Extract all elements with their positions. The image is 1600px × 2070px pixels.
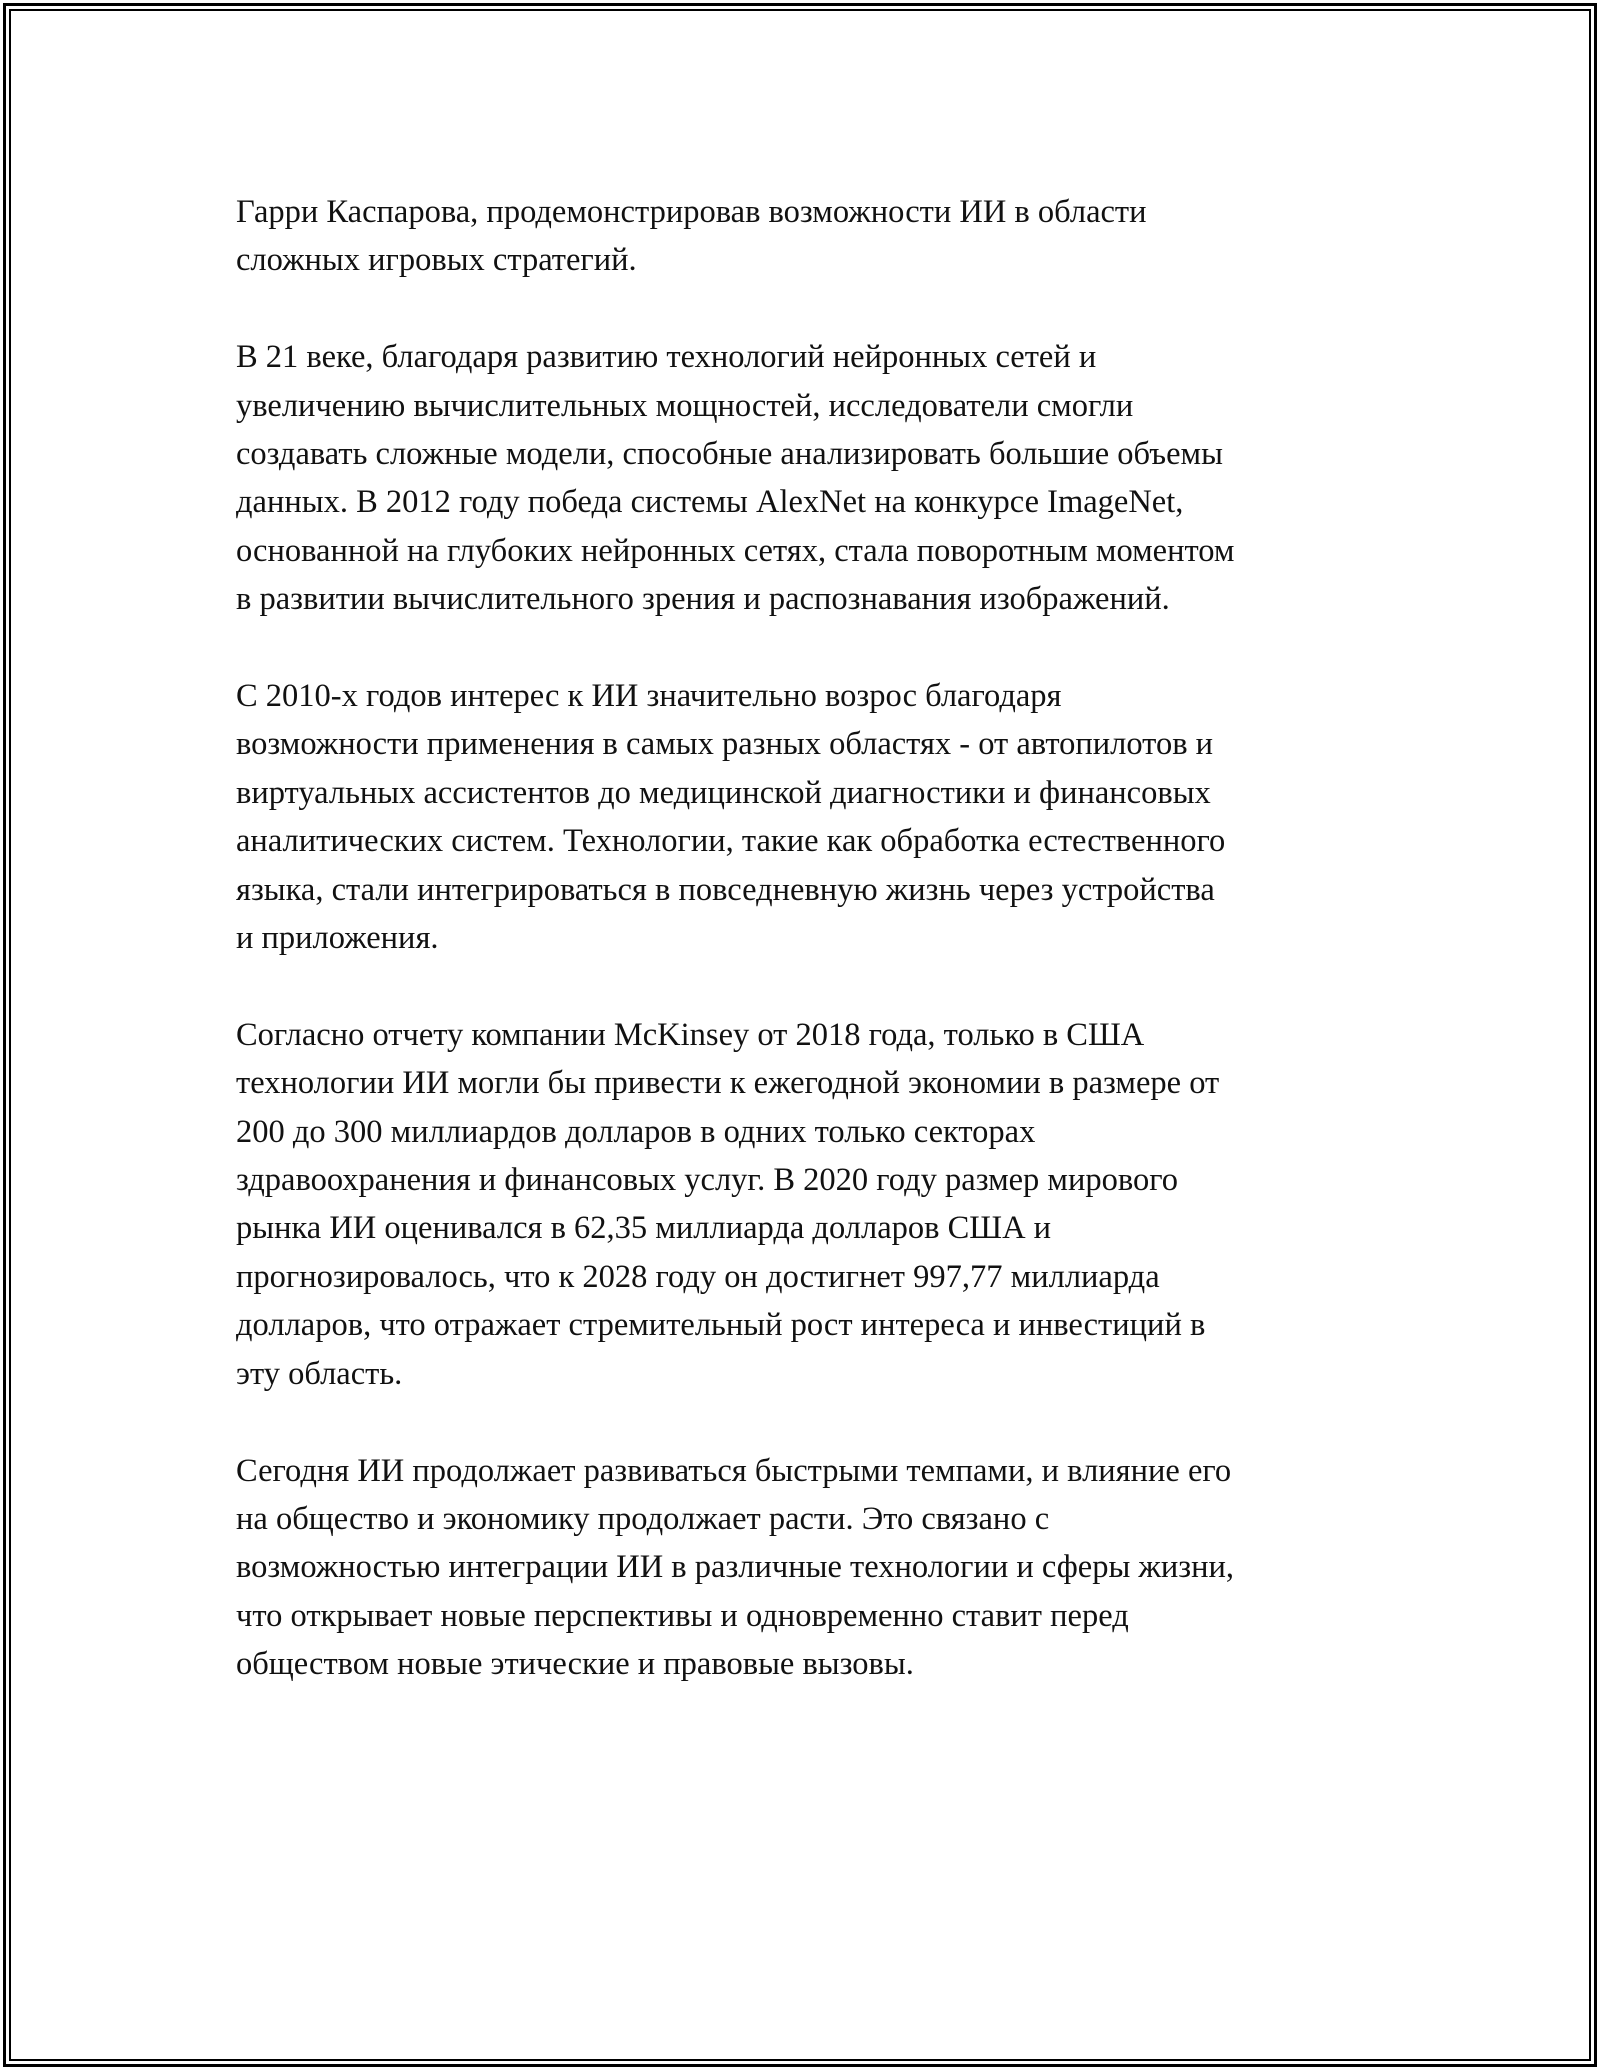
paragraph-kasparov: Гарри Каспарова, продемонстрировав возможности ИИ в области сложных игровых стратегий. (236, 194, 1147, 279)
paragraph-mckinsey-report: Согласно отчету компании McKinsey от 2018 года, только в США технологии ИИ могли бы привести к ежегодной экономии в размере от 200 до 300 миллиардов долларов в одних только секторах здравоохранения и финансовых услуг. В 2020 году размер мирового рынка ИИ оценивался в 62,35 миллиарда долларов США и прогнозировалось, что к 2028 году он достигнет 997,77 миллиарда долларов, что отражает стремительный рост интереса и инвестиций в эту область. (236, 1016, 1220, 1392)
paragraph-2010s-interest: С 2010-х годов интерес к ИИ значительно возрос благодаря возможности применения в самых разных областях - от автопилотов и виртуальных ассистентов до медицинской диагностики и финансовых аналитических систем. Технологии, такие как обработка естественного языка, стали интегрироваться в повседневную жизнь через устройства и приложения. (236, 678, 1226, 957)
document-body (236, 188, 1396, 1737)
paragraph-today: Сегодня ИИ продолжает развиваться быстрыми темпами, и влияние его на общество и экономику продолжает расти. Это связано с возможностью интеграции ИИ в различные технологии и сферы жизни, что открывает новые перспективы и одновременно ставит перед обществом новые этические и правовые вызовы. (236, 1452, 1235, 1683)
paragraph-neural-networks: В 21 веке, благодаря развитию технологий нейронных сетей и увеличению вычислительных мощностей, исследователи смогли создавать сложные модели, способные анализировать большие объемы данных. В 2012 году победа системы AlexNet на конкурсе ImageNet, основанной на глубоких нейронных сетях, стала поворотным моментом в развитии вычислительного зрения и распознавания изображений. (236, 339, 1235, 618)
